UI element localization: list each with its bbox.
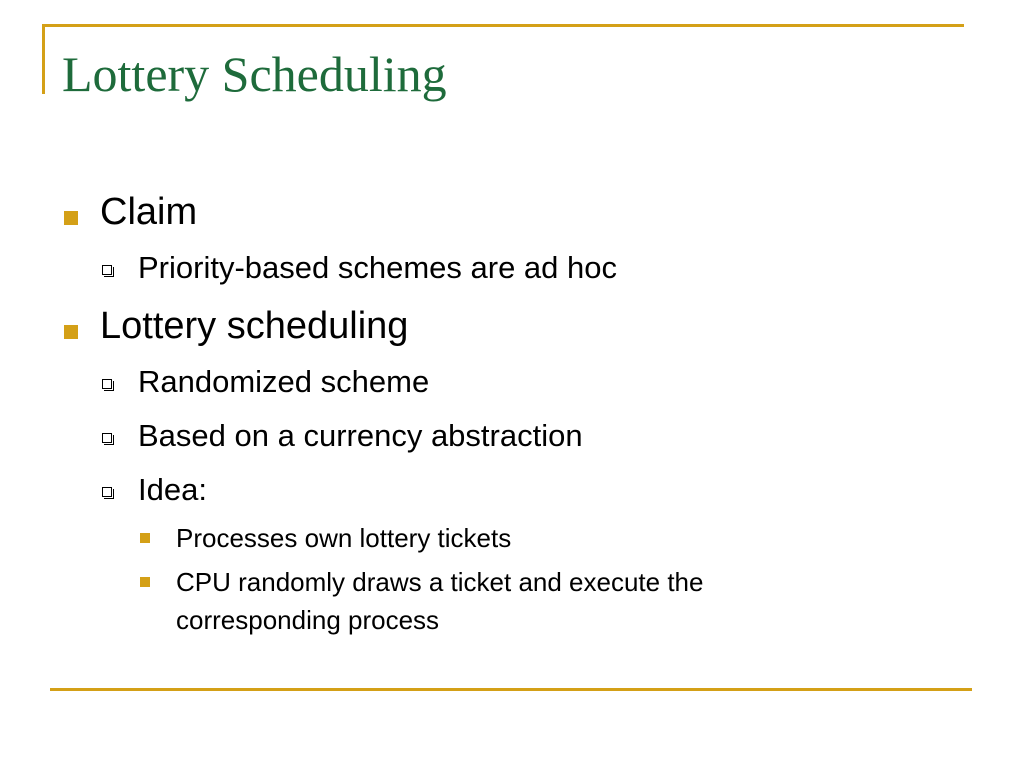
sub-bullet-idea: Idea: <box>138 472 207 507</box>
sub-bullet-currency-abstraction: Based on a currency abstraction <box>138 418 583 453</box>
slide-title: Lottery Scheduling <box>62 46 447 102</box>
sub-sub-bullet-cpu-draws-ticket: CPU randomly draws a ticket and execute the <box>176 567 704 597</box>
square-bullet-icon <box>140 577 150 587</box>
checkbox-bullet-icon <box>102 265 112 275</box>
sub-bullet-priority-schemes: Priority-based schemes are ad hoc <box>138 250 618 285</box>
checkbox-bullet-icon <box>102 487 112 497</box>
checkbox-bullet-icon <box>102 433 112 443</box>
sub-sub-bullet-lottery-tickets: Processes own lottery tickets <box>176 523 512 553</box>
bullet-lottery-scheduling: Lottery scheduling <box>100 305 409 347</box>
sub-bullet-randomized-scheme: Randomized scheme <box>138 364 430 399</box>
checkbox-bullet-icon <box>102 379 112 389</box>
footer-rule <box>50 688 972 691</box>
square-bullet-icon <box>64 211 78 225</box>
sub-sub-bullet-cpu-draws-ticket-continuation: corresponding process <box>176 605 440 635</box>
square-bullet-icon <box>140 533 150 543</box>
bullet-claim: Claim <box>100 191 198 233</box>
square-bullet-icon <box>64 325 78 339</box>
